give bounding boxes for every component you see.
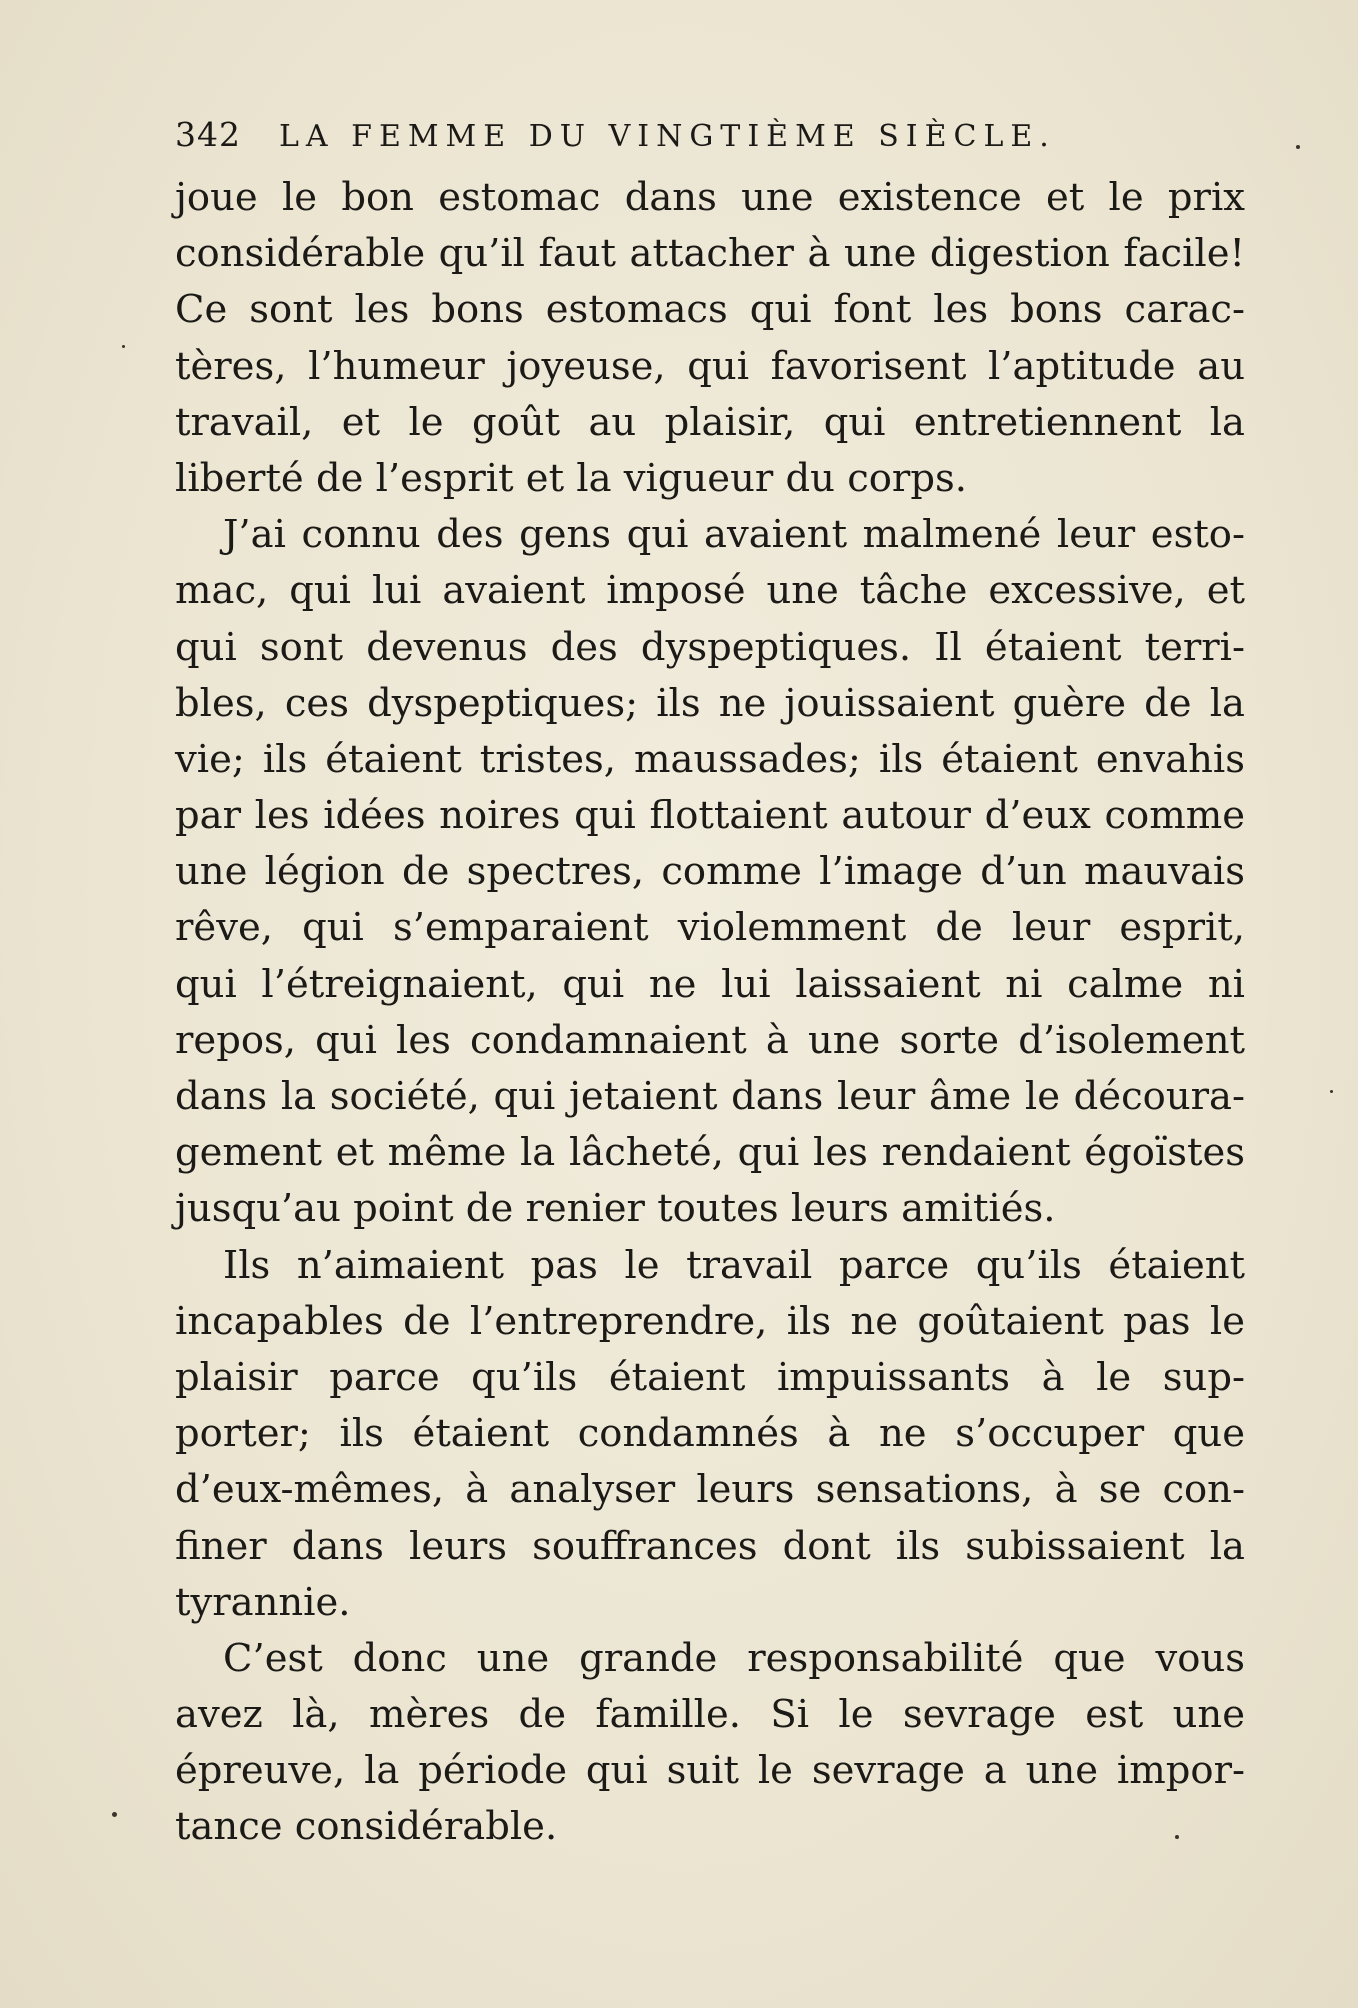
text-line: par les idées noires qui flottaient autour d’eux comme: [175, 793, 1245, 839]
text-line: plaisir parce qu’ils étaient impuissants à le sup-: [175, 1354, 1245, 1400]
running-title: LA FEMME DU VINGTIÈME SIÈCLE.: [279, 119, 1056, 154]
text-line: rêve, qui s’emparaient violemment de leur esprit,: [175, 905, 1245, 951]
paper-speck: [1330, 1090, 1333, 1093]
text-line: repos, qui les condamnaient à une sorte d’isolement: [175, 1017, 1245, 1063]
text-line: une légion de spectres, comme l’image d’un mauvais: [175, 849, 1245, 895]
text-line: dans la société, qui jetaient dans leur âme le découra-: [175, 1074, 1245, 1119]
text-line: tance considérable.: [175, 1804, 558, 1850]
text-line: Ce sont les bons estomacs qui font les bons carac-: [175, 287, 1245, 333]
text-line: considérable qu’il faut attacher à une digestion facile!: [175, 231, 1245, 277]
paper-speck: [112, 1812, 117, 1817]
paper-speck: [1296, 145, 1300, 149]
page-header: [175, 110, 1245, 160]
page-number: 342: [175, 115, 241, 154]
text-line: épreuve, la période qui suit le sevrage a une impor-: [175, 1748, 1245, 1794]
text-line: finer dans leurs souffrances dont ils subissaient la: [175, 1523, 1245, 1569]
body-text: [175, 170, 1245, 1856]
text-line: travail, et le goût au plaisir, qui entretiennent la: [175, 399, 1245, 445]
text-line: mac, qui lui avaient imposé une tâche excessive, et: [175, 568, 1245, 614]
paper-speck: [1175, 1835, 1179, 1839]
text-line: C’est donc une grande responsabilité que vous: [223, 1635, 1245, 1681]
text-line: jusqu’au point de renier toutes leurs amitiés.: [175, 1186, 1056, 1232]
text-line: tères, l’humeur joyeuse, qui favorisent l’aptitude au: [175, 343, 1245, 389]
text-line: d’eux-mêmes, à analyser leurs sensations, à se con-: [175, 1467, 1245, 1513]
text-line: joue le bon estomac dans une existence et le prix: [175, 175, 1245, 220]
text-line: incapables de l’entreprendre, ils ne goûtaient pas le: [175, 1298, 1245, 1344]
text-line: vie; ils étaient tristes, maussades; ils étaient envahis: [175, 736, 1245, 782]
text-line: qui l’étreignaient, qui ne lui laissaient ni calme ni: [175, 961, 1245, 1007]
text-line: Ils n’aimaient pas le travail parce qu’ils étaient: [223, 1242, 1245, 1288]
text-line: J’ai connu des gens qui avaient malmené leur esto-: [223, 512, 1245, 558]
text-line: porter; ils étaient condamnés à ne s’occuper que: [175, 1411, 1245, 1457]
text-line: tyrannie.: [175, 1579, 351, 1625]
text-line: bles, ces dyspeptiques; ils ne jouissaient guère de la: [175, 680, 1245, 726]
text-line: avez là, mères de famille. Si le sevrage est une: [175, 1692, 1245, 1738]
text-line: gement et même la lâcheté, qui les rendaient égoïstes: [175, 1130, 1245, 1176]
text-line: liberté de l’esprit et la vigueur du corps.: [175, 455, 967, 501]
text-line: qui sont devenus des dyspeptiques. Il étaient terri-: [175, 624, 1245, 670]
paper-speck: [122, 345, 125, 348]
